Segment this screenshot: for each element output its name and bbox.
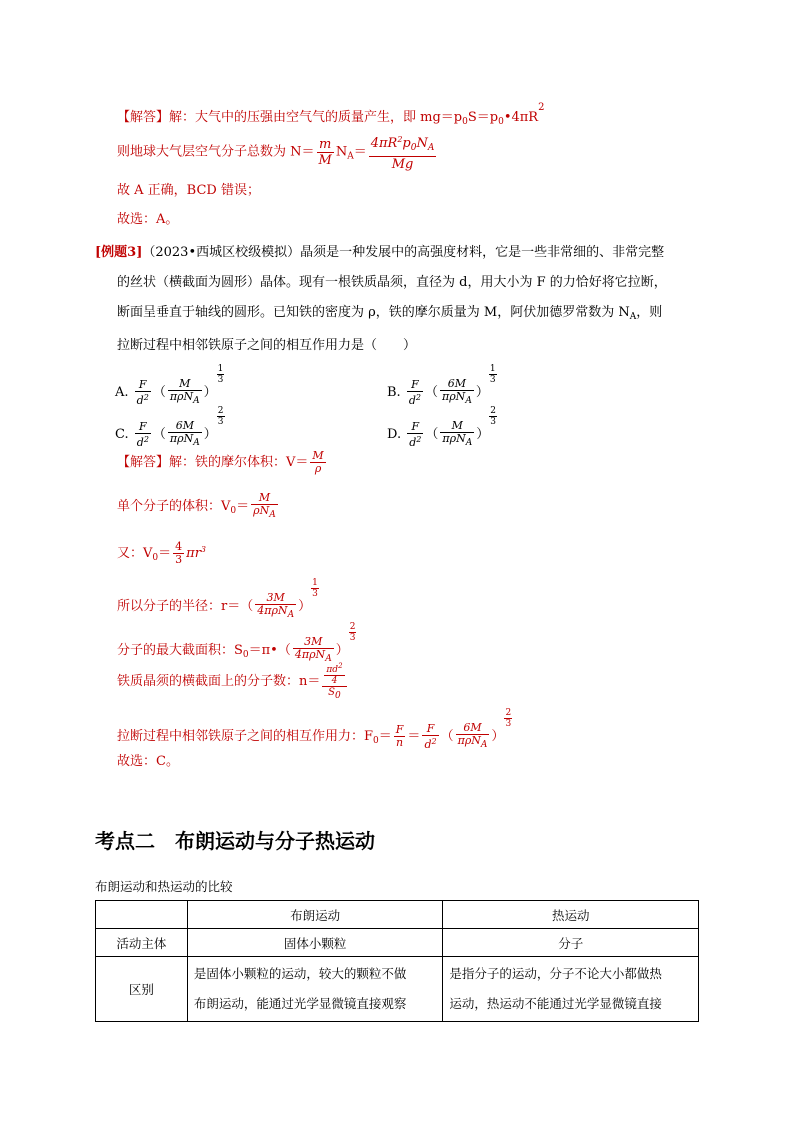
answer1-line4: 故选：A。 [117, 212, 179, 227]
table-row [96, 957, 699, 1022]
table-cell: 分子 [443, 929, 699, 957]
table-row [96, 901, 699, 929]
table-cell-line: 是固体小颗粒的运动，较大的颗粒不做 [193, 966, 407, 981]
example3-line2: 的丝状（横截面为圆形）晶体。现有一根铁质晶须，直径为 d，用大小为 F 的力恰好将它拉断， [117, 275, 667, 290]
table-header-cell: 热运动 [443, 901, 699, 929]
answer1-line1: 【解答】解：大气中的压强由空气气的质量产生，即 $mg=p_0S=p_0•4\pi R2$ [117, 102, 545, 127]
answer1-line3: 故 A 正确，BCD 错误； [117, 183, 260, 198]
option-b[interactable]: B. $\frac{F}{d^2}$ （ $\frac{6M}{\pi\rho N_A}$ ） $\frac{1}{3}$ [387, 364, 496, 407]
answer1-text: 解：大气中的压强由空气气的质量产生，即 mg＝p [169, 110, 463, 125]
fraction-4piR2p0NA-over-Mg: $\frac{4\pi R^2p_0N_A}{Mg}$ [370, 135, 435, 172]
answer3-l3-text: 又： [117, 546, 144, 561]
example3-text3: 断面呈垂直于轴线的圆形。已知铁的密度为 ρ，铁的摩尔质量为 M，阿伏加德罗常数为 N [117, 305, 630, 320]
example3-line1 [95, 241, 664, 260]
table-header-cell [96, 901, 188, 929]
option-b-label: B. [387, 385, 401, 400]
answer3-label: 【解答】 [117, 455, 170, 470]
answer1-tail2: •4πR [503, 110, 539, 125]
table-cell-line: 布朗运动，能通过光学显微镜直接观察 [193, 996, 407, 1011]
option-c-label: C. [115, 427, 129, 442]
answer3-l2-text: 单个分子的体积： [117, 499, 222, 514]
example3-text3-tail: ，则 [636, 305, 663, 320]
example-tag: [例题3] [95, 245, 143, 260]
answer3-l5-text: 分子的最大截面积：S [117, 643, 243, 658]
option-d-label: D. [387, 427, 402, 442]
option-a[interactable]: A. $\frac{F}{d^2}$ （ $\frac{M}{\pi\rho N_A}$ ） $\frac{1}{3}$ [115, 364, 224, 407]
answer1-line2-prefix: 则地球大气层空气分子总数为 N＝ [117, 144, 315, 160]
answer3-line1: 【解答】解：铁的摩尔体积：V＝ $\frac{M}{\rho}$ [117, 449, 324, 475]
table-cell [443, 957, 699, 1022]
table-cell-line: 运动，热运动不能通过光学显微镜直接 [449, 996, 662, 1011]
table-cell: 固体小颗粒 [187, 929, 443, 957]
answer3-line6: 铁质晶须的横截面上的分子数：n＝ $\frac{\frac{\pi d^2}{4}}{S0}$ [117, 661, 349, 702]
answer3-line8: 故选：C。 [117, 754, 179, 769]
option-a-label: A. [115, 385, 129, 400]
answer3-l4-text: 所以分子的半径：r＝ [117, 599, 241, 614]
table-caption: 布朗运动和热运动的比较 [95, 879, 233, 894]
answer3-line2: 单个分子的体积：$V_0=$ $\frac{M}{\rho N_A}$ [117, 491, 276, 520]
example3-text1: （2023•西城区校级模拟）晶须是一种发展中的高强度材料，它是一些非常细的、非常完整 [142, 245, 665, 260]
table-cell [187, 957, 443, 1022]
answer1-tail: S＝p [467, 110, 499, 125]
table-row [96, 929, 699, 957]
fraction-m-over-M: $\frac{m}{M}$ [318, 136, 332, 168]
answer1-line2: 则地球大气层空气分子总数为 N＝ $\frac{m}{M}$ $N_A=$ $\frac{4\pi R^2p_0N_A}{Mg}$ [117, 132, 438, 172]
option-d[interactable]: D. $\frac{F}{d^2}$ （ $\frac{M}{\pi\rho N_A}$ ） $\frac{2}{3}$ [387, 406, 496, 449]
answer3-line5: 分子的最大截面积：$S_0=\pi•$（ $\frac{3M}{4\pi\rho N_A}$ ） $\frac{2}{3}$ [117, 622, 356, 664]
answer3-l1-text: 解：铁的摩尔体积： [169, 455, 287, 470]
answer-label: 【解答】 [117, 110, 170, 125]
table-cell-line: 是指分子的运动，分子不论大小都做热 [449, 966, 662, 981]
answer3-l7-text: 拉断过程中相邻铁原子之间的相互作用力：F [117, 729, 374, 744]
table-cell: 区别 [96, 957, 188, 1022]
section-title: 考点二 布朗运动与分子热运动 [95, 829, 375, 853]
example3-line4: 拉断过程中相邻铁原子之间的相互作用力是（ ） [117, 338, 417, 353]
example3-line3: 断面呈垂直于轴线的圆形。已知铁的密度为 ρ，铁的摩尔质量为 M，阿伏加德罗常数为 $N_A$，则 [117, 305, 663, 322]
table-header-cell: 布朗运动 [187, 901, 443, 929]
answer3-l6-text: 铁质晶须的横截面上的分子数：n＝ [117, 674, 321, 689]
table-cell: 活动主体 [96, 929, 188, 957]
comparison-table [95, 900, 699, 1022]
answer3-line7: 拉断过程中相邻铁原子之间的相互作用力：$F_0=$ $\frac{F}{n}$ ＝ $\frac{F}{d^2}$ （ $\frac{6M}{\pi\rho N_A}$ ） $\frac{2}{3}$ [117, 708, 512, 751]
answer3-line4: 所以分子的半径：r＝（ $\frac{3M}{4\pi\rho N_A}$ ） $\frac{1}{3}$ [117, 578, 318, 620]
option-c[interactable]: C. $\frac{F}{d^2}$ （ $\frac{6M}{\pi\rho N_A}$ ） $\frac{2}{3}$ [115, 406, 224, 449]
answer3-line3: 又：$V_0=$ $\frac{4}{3}$ $\pi r^3$ [117, 540, 207, 566]
